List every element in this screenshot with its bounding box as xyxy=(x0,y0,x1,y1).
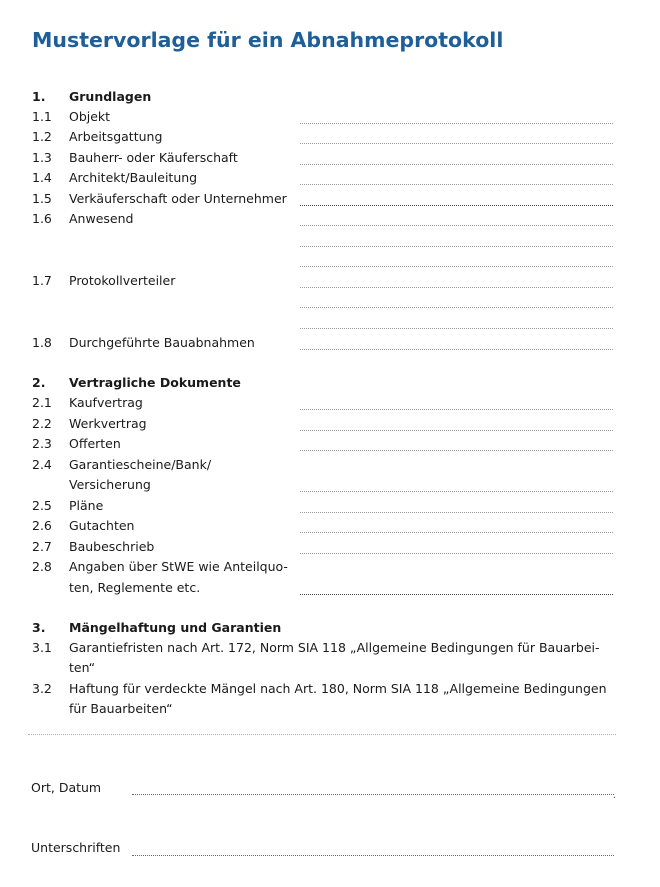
fill-line-werkvertrag[interactable] xyxy=(300,430,613,431)
item-number: 2.4 xyxy=(32,457,52,472)
fill-line-baubeschrieb[interactable] xyxy=(300,553,613,554)
item-number: 2.5 xyxy=(32,498,52,513)
place-date-label: Ort, Datum xyxy=(31,780,102,795)
fill-line-protokollverteiler-3[interactable] xyxy=(300,328,613,329)
fill-line-offerten[interactable] xyxy=(300,450,613,451)
item-label-werkvertrag: Werkvertrag xyxy=(69,416,147,431)
item-label-bauherrschaft: Bauherr- oder Käuferschaft xyxy=(69,150,238,165)
item-number: 3.2 xyxy=(32,681,52,696)
item-number: 1.7 xyxy=(32,273,52,288)
item-number: 2.2 xyxy=(32,416,52,431)
item-number: 1.8 xyxy=(32,335,52,350)
item-label-protokollverteiler: Protokollverteiler xyxy=(69,273,176,288)
item-label-baubeschrieb: Baubeschrieb xyxy=(69,539,155,554)
fill-line-anwesend-1[interactable] xyxy=(300,225,613,226)
item-number: 2.3 xyxy=(32,436,52,451)
signatures-label: Unterschriften xyxy=(31,840,121,855)
section-number: 3. xyxy=(32,620,46,635)
item-number: 1.3 xyxy=(32,150,52,165)
item-label-stwe-cont: ten, Reglemente etc. xyxy=(69,580,201,595)
item-label-haftung: Haftung für verdeckte Mängel nach Art. 180, Norm SIA 118 „Allgemeine Bedingungen xyxy=(69,681,607,696)
item-label-garantiescheine: Garantiescheine/Bank/ xyxy=(69,457,212,472)
item-label-gutachten: Gutachten xyxy=(69,518,135,533)
signatures-field[interactable] xyxy=(132,855,614,856)
item-label-stwe: Angaben über StWE wie Anteilquo- xyxy=(69,559,288,574)
item-number: 1.1 xyxy=(32,109,52,124)
item-label-verkaeuferschaft: Verkäuferschaft oder Unternehmer xyxy=(69,191,287,206)
fill-line-anwesend-2[interactable] xyxy=(300,246,613,247)
fill-line-architekt[interactable] xyxy=(300,184,613,185)
fill-line-kaufvertrag[interactable] xyxy=(300,409,613,410)
item-number: 2.7 xyxy=(32,539,52,554)
section-divider xyxy=(28,734,616,735)
fill-line-plaene[interactable] xyxy=(300,512,613,513)
item-label-offerten: Offerten xyxy=(69,436,121,451)
item-label-haftung-cont: für Bauarbeiten“ xyxy=(69,701,173,716)
item-label-architekt: Architekt/Bauleitung xyxy=(69,170,198,185)
place-date-field[interactable] xyxy=(132,794,614,795)
item-label-anwesend: Anwesend xyxy=(69,211,134,226)
section-heading: Vertragliche Dokumente xyxy=(69,375,241,390)
item-label-kaufvertrag: Kaufvertrag xyxy=(69,395,143,410)
fill-line-arbeitsgattung[interactable] xyxy=(300,143,613,144)
item-number: 3.1 xyxy=(32,640,52,655)
fill-line-bauabnahmen[interactable] xyxy=(300,349,613,350)
fill-line-protokollverteiler-1[interactable] xyxy=(300,287,613,288)
item-label-garantiefristen-cont: ten“ xyxy=(69,660,96,675)
item-number: 2.6 xyxy=(32,518,52,533)
line-end-dot: . xyxy=(613,791,616,801)
item-number: 1.4 xyxy=(32,170,52,185)
item-label-objekt: Objekt xyxy=(69,109,111,124)
item-number: 1.2 xyxy=(32,129,52,144)
item-number: 2.1 xyxy=(32,395,52,410)
fill-line-garantiescheine[interactable] xyxy=(300,491,613,492)
item-number: 1.6 xyxy=(32,211,52,226)
fill-line-objekt[interactable] xyxy=(300,123,613,124)
fill-line-protokollverteiler-2[interactable] xyxy=(300,307,613,308)
fill-line-anwesend-3[interactable] xyxy=(300,266,613,267)
section-heading: Mängelhaftung und Garantien xyxy=(69,620,282,635)
item-label-bauabnahmen: Durchgeführte Bauabnahmen xyxy=(69,335,255,350)
item-label-garantiefristen: Garantiefristen nach Art. 172, Norm SIA 118 „Allgemeine Bedingungen für Bauarbei- xyxy=(69,640,600,655)
page-title: Mustervorlage für ein Abnahmeprotokoll xyxy=(32,28,504,52)
item-label-arbeitsgattung: Arbeitsgattung xyxy=(69,129,163,144)
section-heading: Grundlagen xyxy=(69,89,152,104)
item-number: 1.5 xyxy=(32,191,52,206)
fill-line-bauherrschaft[interactable] xyxy=(300,164,613,165)
item-number: 2.8 xyxy=(32,559,52,574)
item-label-plaene: Pläne xyxy=(69,498,104,513)
fill-line-verkaeuferschaft[interactable] xyxy=(300,205,613,206)
fill-line-gutachten[interactable] xyxy=(300,532,613,533)
section-number: 1. xyxy=(32,89,46,104)
fill-line-stwe[interactable] xyxy=(300,594,613,595)
item-label-garantiescheine-cont: Versicherung xyxy=(69,477,151,492)
section-number: 2. xyxy=(32,375,46,390)
